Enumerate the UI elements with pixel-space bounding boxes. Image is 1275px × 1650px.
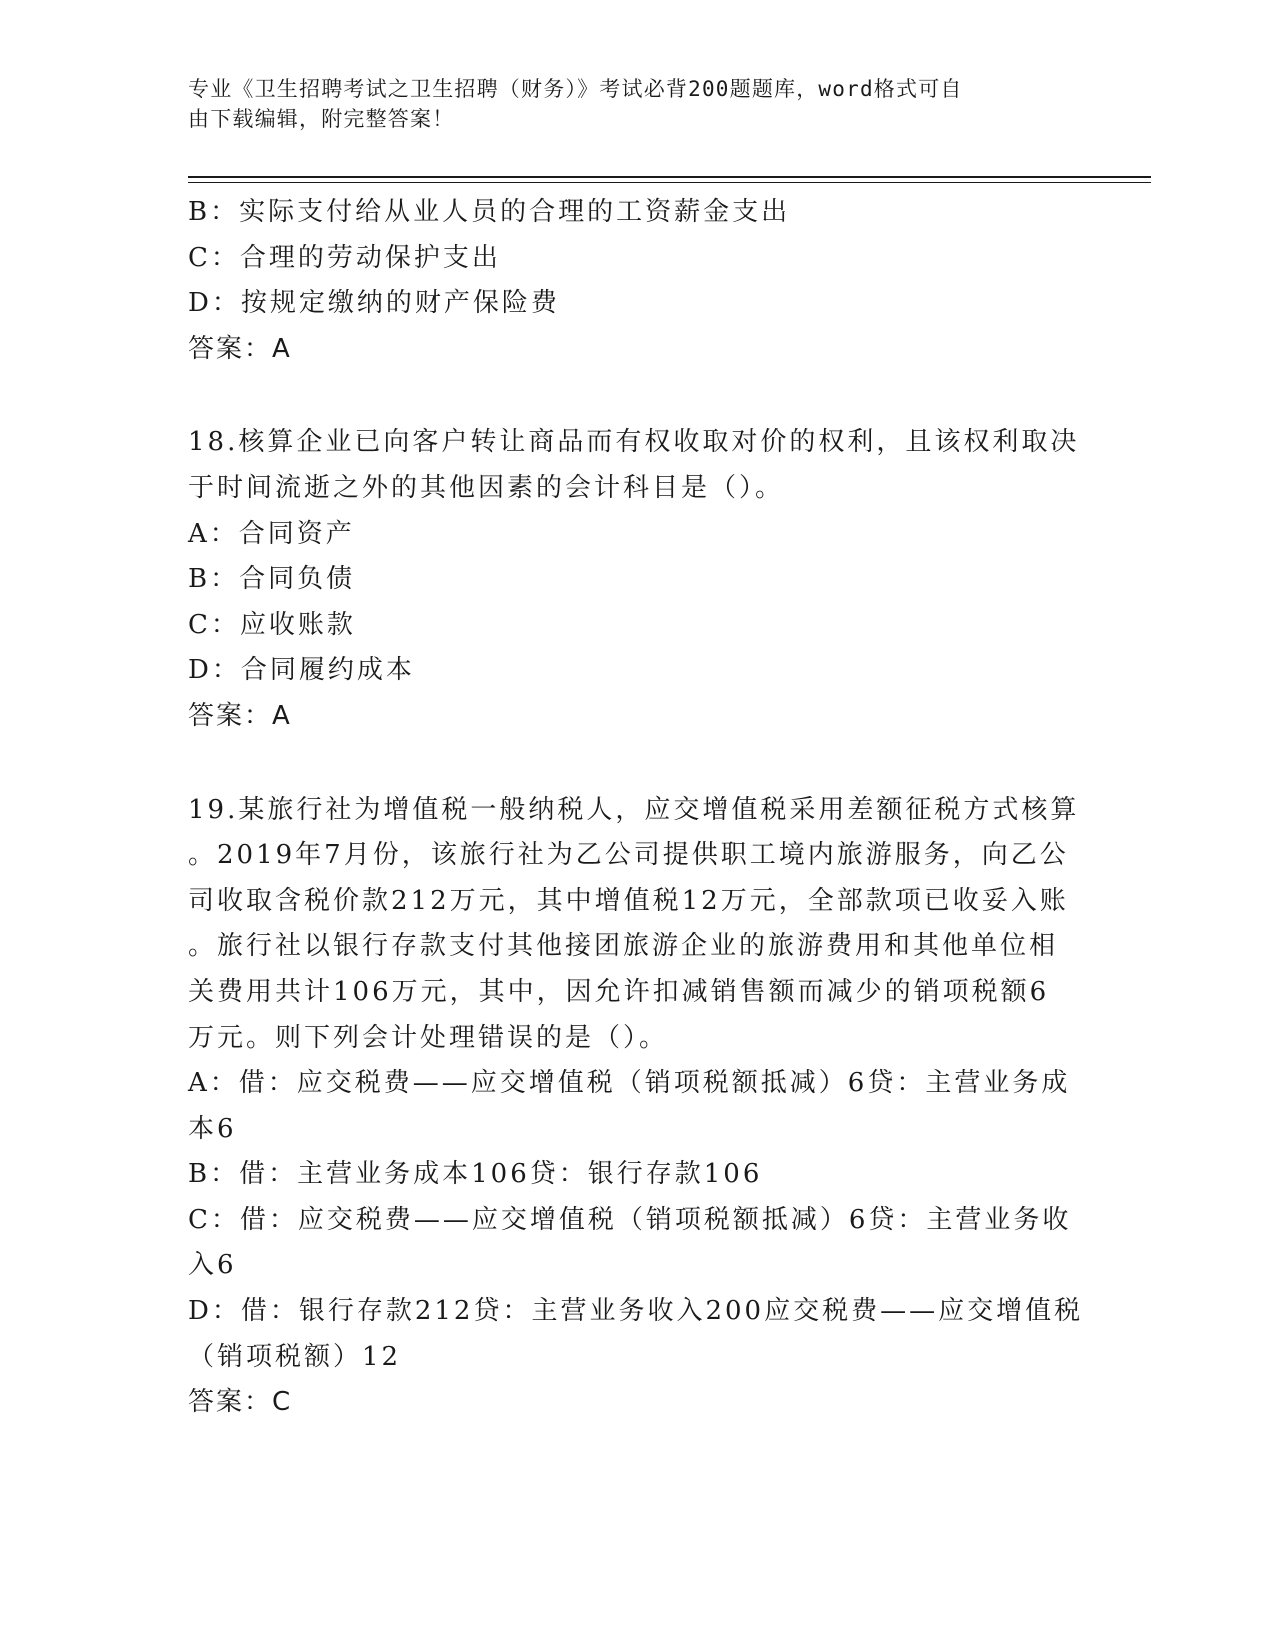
q19-option-a-line-1: A：借：应交税费——应交增值税（销项税额抵减）6贷：主营业务成 xyxy=(188,1068,1071,1099)
q19-answer: 答案：C xyxy=(188,1387,293,1418)
q19-stem-line-6: 万元。则下列会计处理错误的是（）。 xyxy=(188,1022,669,1053)
header-divider-thin xyxy=(188,182,1151,183)
document-body xyxy=(188,190,1084,1426)
q19-stem-line-2: 。2019年7月份，该旅行社为乙公司提供职工境内旅游服务，向乙公 xyxy=(188,840,1069,871)
header-line-2: 由下载编辑，附完整答案！ xyxy=(188,107,455,131)
q17-option-d: D：按规定缴纳的财产保险费 xyxy=(188,288,560,319)
q19-option-d-line-2: （销项税额）12 xyxy=(188,1341,402,1372)
q17-option-b: B：实际支付给从业人员的合理的工资薪金支出 xyxy=(188,197,791,227)
q18-stem-line-2: 于时间流逝之外的其他因素的会计科目是（）。 xyxy=(188,472,785,503)
question-18 xyxy=(188,420,1080,739)
q17-option-c: C：合理的劳动保护支出 xyxy=(188,242,501,273)
q19-option-c-line-1: C：借：应交税费——应交增值税（销项税额抵减）6贷：主营业务收 xyxy=(188,1204,1072,1235)
question-19 xyxy=(188,788,1084,1426)
header-line-1: 专业《卫生招聘考试之卫生招聘（财务）》考试必背200题题库，word格式可自 xyxy=(188,77,963,101)
q18-option-b: B：合同负债 xyxy=(188,564,356,595)
q18-option-d: D：合同履约成本 xyxy=(188,655,415,686)
q19-option-c-line-2: 入6 xyxy=(188,1250,237,1281)
document-header xyxy=(188,74,1068,134)
question-17-tail xyxy=(188,190,1068,372)
q17-answer: 答案：A xyxy=(188,333,292,364)
q18-stem-line-1: 18.核算企业已向客户转让商品而有权收取对价的权利，且该权利取决 xyxy=(188,427,1080,458)
q18-option-a: A：合同资产 xyxy=(188,518,355,549)
header-divider-thick xyxy=(188,176,1151,178)
q19-stem-line-3: 司收取含税价款212万元，其中增值税12万元，全部款项已收妥入账 xyxy=(188,885,1069,916)
q19-stem-line-4: 。旅行社以银行存款支付其他接团旅游企业的旅游费用和其他单位相 xyxy=(188,931,1059,962)
q19-option-d-line-1: D：借：银行存款212贷：主营业务收入200应交税费——应交增值税 xyxy=(188,1296,1084,1327)
q18-option-c: C：应收账款 xyxy=(188,609,356,640)
q19-stem-line-5: 关费用共计106万元，其中，因允许扣减销售额而减少的销项税额6 xyxy=(188,976,1050,1007)
q19-option-a-line-2: 本6 xyxy=(188,1113,237,1144)
q18-answer: 答案：A xyxy=(188,700,292,731)
q19-option-b: B：借：主营业务成本106贷：银行存款106 xyxy=(188,1159,763,1190)
spacer xyxy=(188,740,1068,788)
q19-stem-line-1: 19.某旅行社为增值税一般纳税人，应交增值税采用差额征税方式核算 xyxy=(188,794,1080,825)
spacer xyxy=(188,372,1068,420)
